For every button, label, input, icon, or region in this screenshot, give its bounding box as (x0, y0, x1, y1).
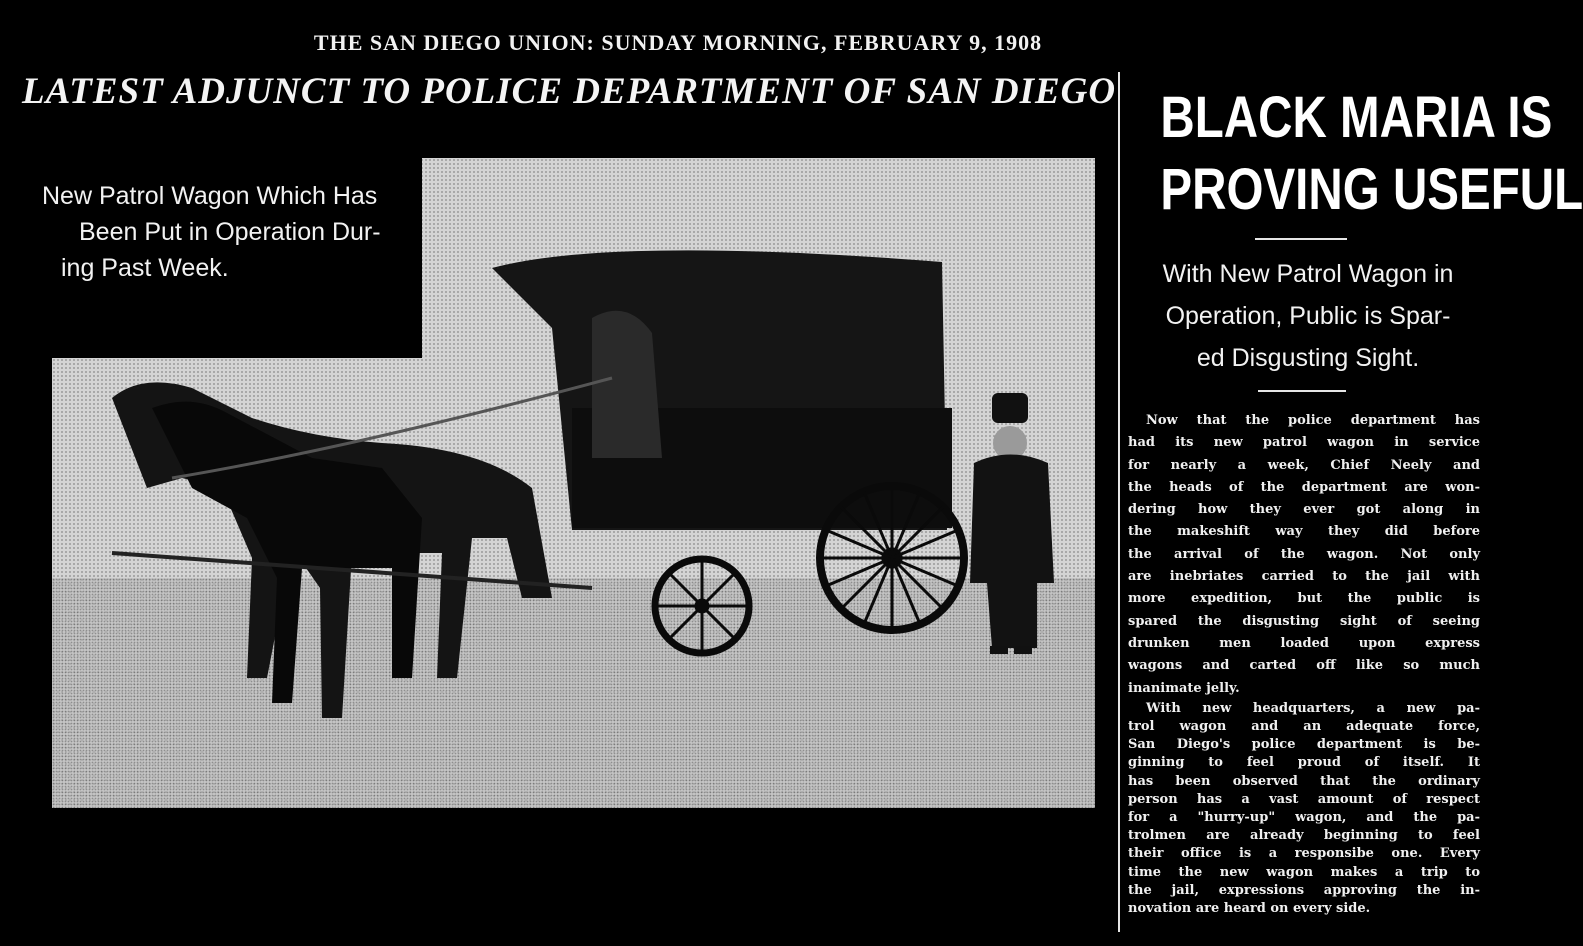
article-headline-line: BLACK MARIA IS (1160, 85, 1553, 150)
headline-divider (1255, 238, 1347, 240)
body-line: the jail, expressions approving the in- (1128, 882, 1480, 898)
body-line: for a "hurry-up" wagon, and the pa- (1128, 810, 1480, 826)
body-line: the heads of the department are won- (1128, 479, 1480, 495)
body-line: their office is a responsibe one. Every (1128, 846, 1480, 862)
subhead-line: Operation, Public is Spar- (1165, 302, 1451, 330)
article-paragraph (1128, 700, 1480, 918)
body-line: inanimate jelly. (1128, 680, 1240, 696)
body-line: dering how they ever got along in (1128, 502, 1480, 518)
subhead-line: With New Patrol Wagon in (1162, 260, 1454, 288)
caption-line: Been Put in Operation Dur- (79, 218, 381, 246)
subhead-divider (1258, 390, 1346, 392)
body-line: drunken men loaded upon express (1128, 635, 1480, 651)
body-line: trol wagon and an adequate force, (1128, 719, 1480, 735)
caption-line: ing Past Week. (61, 254, 229, 282)
caption-line: New Patrol Wagon Which Has (42, 182, 378, 210)
body-line: wagons and carted off like so much (1128, 658, 1480, 674)
body-line: for nearly a week, Chief Neely and (1128, 457, 1480, 473)
body-line: had its new patrol wagon in service (1128, 435, 1480, 451)
body-line: trolmen are already beginning to feel (1128, 828, 1480, 844)
column-rule (1118, 72, 1120, 932)
body-line: ginning to feel proud of itself. It (1128, 755, 1480, 771)
photo-caption (42, 178, 402, 286)
body-line: Now that the police department has (1146, 413, 1480, 428)
subhead-line: ed Disgusting Sight. (1196, 344, 1420, 372)
article-subhead (1128, 253, 1488, 379)
body-line: San Diego's police department is be- (1128, 737, 1480, 753)
article-paragraph (1128, 410, 1480, 700)
body-line: the arrival of the wagon. Not only (1128, 546, 1480, 562)
body-line: has been observed that the ordinary (1128, 773, 1480, 789)
body-line: are inebriates carried to the jail with (1128, 569, 1480, 585)
article-headline-line: PROVING USEFUL (1160, 157, 1583, 222)
body-line: spared the disgusting sight of seeing (1128, 613, 1480, 629)
body-line: person has a vast amount of respect (1128, 791, 1480, 807)
body-line: With new headquarters, a new pa- (1146, 700, 1480, 716)
body-line: time the new wagon makes a trip to (1128, 864, 1480, 880)
page-headline: LATEST ADJUNCT TO POLICE DEPARTMENT OF SAN DIEGO (22, 71, 1117, 112)
body-line: the makeshift way they did before (1128, 524, 1480, 540)
article-headline (1160, 82, 1583, 226)
article-body (1128, 410, 1480, 918)
body-line: more expedition, but the public is (1128, 591, 1480, 607)
body-line: novation are heard on every side. (1128, 901, 1371, 917)
newspaper-masthead: THE SAN DIEGO UNION: SUNDAY MORNING, FEBRUARY 9, 1908 (313, 30, 1043, 55)
